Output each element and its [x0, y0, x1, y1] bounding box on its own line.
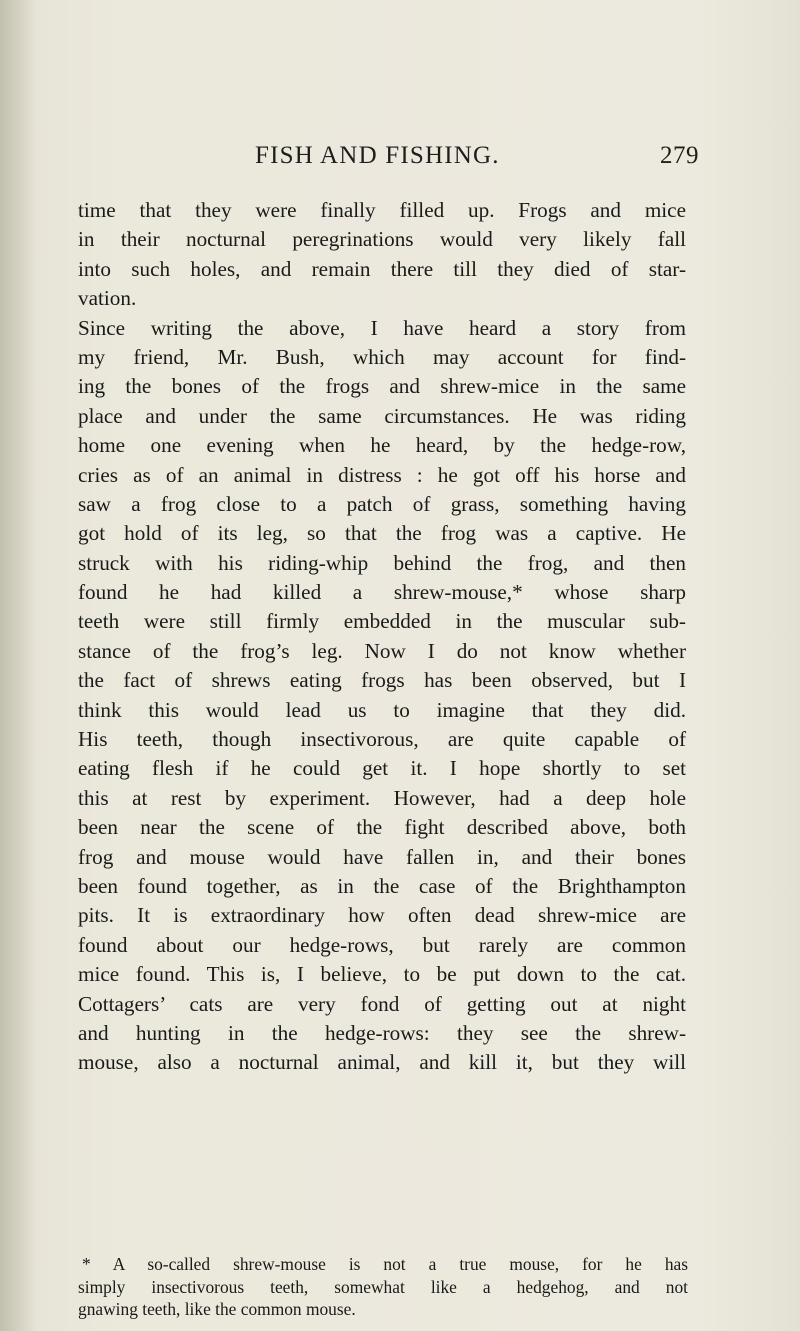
text-line: Cottagers’ cats are very fond of getting out at night	[78, 991, 686, 1016]
text-line: stance of the frog’s leg. Now I do not know whether	[78, 638, 686, 663]
running-title: FISH AND FISHING.	[255, 142, 500, 169]
text-line: His teeth, though insectivorous, are quite capable of	[78, 727, 686, 752]
text-line: time that they were finally filled up. Frogs and mice	[78, 198, 686, 222]
page-edge-shadow	[0, 0, 36, 1331]
text-line: been near the scene of the fight described above, both	[78, 815, 686, 840]
text-line: got hold of its leg, so that the frog was a captive. He	[78, 521, 686, 546]
text-line: been found together, as in the case of the Brighthampton	[78, 873, 686, 898]
text-line: eating flesh if he could get it. I hope shortly to set	[78, 756, 686, 781]
page-header	[0, 142, 800, 182]
text-line: home one evening when he heard, by the hedge-row,	[78, 433, 686, 458]
text-line: mouse, also a nocturnal animal, and kill it, but they will	[78, 1050, 686, 1075]
footnote	[78, 1253, 688, 1321]
text-line: teeth were still firmly embedded in the muscular sub-	[78, 609, 686, 634]
text-line: mice found. This is, I believe, to be put down to the cat.	[78, 962, 686, 987]
text-line: struck with his riding-whip behind the frog, and then	[78, 550, 686, 575]
text-line: my friend, Mr. Bush, which may account for find-	[78, 344, 686, 369]
text-line: place and under the same circumstances. He was riding	[78, 403, 686, 428]
text-line: pits. It is extraordinary how often dead shrew-mice are	[78, 903, 686, 928]
footnote-line: * A so-called shrew-mouse is not a true mouse, for he has	[82, 1254, 688, 1274]
text-line: this at rest by experiment. However, had a deep hole	[78, 785, 686, 810]
text-line: into such holes, and remain there till they died of star-	[78, 256, 686, 281]
text-line: frog and mouse would have fallen in, and their bones	[78, 844, 686, 869]
text-line: and hunting in the hedge-rows: they see the shrew-	[78, 1020, 686, 1045]
text-line: found about our hedge-rows, but rarely are common	[78, 932, 686, 957]
text-line: in their nocturnal peregrinations would very likely fall	[78, 227, 686, 252]
text-line: saw a frog close to a patch of grass, something having	[78, 491, 686, 516]
text-line: found he had killed a shrew-mouse,* whose sharp	[78, 580, 686, 605]
text-line: think this would lead us to imagine that they did.	[78, 697, 686, 722]
text-line: cries as of an animal in distress : he got off his horse and	[78, 462, 686, 487]
text-line: vation.	[78, 286, 137, 311]
text-line: the fact of shrews eating frogs has been observed, but I	[78, 668, 686, 693]
text-line: Since writing the above, I have heard a story from	[78, 315, 686, 340]
body-text	[78, 196, 686, 1078]
footnote-line: gnawing teeth, like the common mouse.	[78, 1299, 356, 1320]
footnote-line: simply insectivorous teeth, somewhat like a hedgehog, and not	[78, 1276, 688, 1297]
text-line: ing the bones of the frogs and shrew-mice in the same	[78, 374, 686, 399]
page-number: 279	[660, 142, 699, 169]
